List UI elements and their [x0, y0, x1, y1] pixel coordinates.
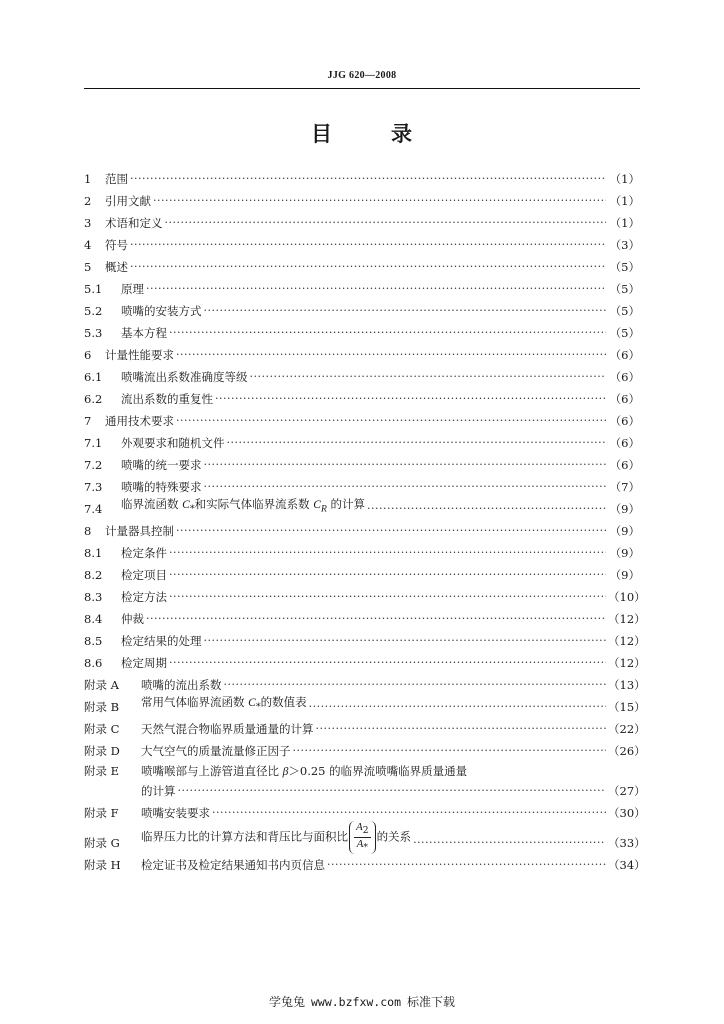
toc-page: （12）: [608, 634, 646, 648]
toc-entry-8-6[interactable]: [84, 652, 646, 674]
toc-title: 符号: [105, 238, 128, 252]
toc-title: 喷嘴的流出系数: [141, 678, 222, 692]
toc-title: 范围: [105, 172, 128, 186]
toc-title-part: 临界压力比的计算方法和背压比与面积比: [141, 829, 348, 844]
toc-page: （7）: [609, 480, 640, 494]
toc-page: （6）: [609, 436, 640, 450]
toc-title: 检定证书及检定结果通知书内页信息: [141, 858, 325, 872]
symbol-subscript: *: [189, 503, 195, 514]
toc-number: 附录 B: [84, 700, 120, 714]
toc-page: （9）: [609, 502, 640, 516]
toc-entry-8-4[interactable]: [84, 608, 646, 630]
toc-number: 6.2: [84, 392, 103, 406]
table-of-contents: [84, 168, 646, 876]
toc-number: 8.1: [84, 546, 103, 560]
denominator-symbol: A: [356, 837, 364, 850]
toc-leader: [169, 652, 606, 674]
toc-entry-1[interactable]: [84, 168, 640, 190]
toc-leader: [169, 586, 606, 608]
toc-page: （9）: [609, 568, 640, 582]
toc-title: 仲裁: [121, 612, 144, 626]
toc-entry-3[interactable]: [84, 212, 640, 234]
toc-entry-7-2[interactable]: [84, 454, 640, 476]
toc-title: 喷嘴的特殊要求: [121, 480, 202, 494]
toc-page: （22）: [608, 722, 646, 736]
toc-title: [141, 762, 467, 780]
toc-page: （9）: [609, 546, 640, 560]
toc-page: （12）: [608, 656, 646, 670]
toc-title: 检定项目: [121, 568, 167, 582]
toc-title-part: 和实际气体临界流系数: [194, 496, 314, 511]
toc-number: 8.4: [84, 612, 103, 626]
toc-number: 8.6: [84, 656, 103, 670]
toc-title: 喷嘴安装要求: [141, 806, 210, 820]
toc-entry-6-2[interactable]: [84, 388, 640, 410]
toc-leader: [176, 520, 606, 542]
toc-title: [141, 691, 307, 718]
toc-number: 附录 D: [84, 744, 120, 758]
toc-number: 5: [84, 260, 92, 274]
toc-leader: [178, 780, 607, 802]
toc-leader: [316, 718, 607, 740]
toc-number: 6: [84, 348, 92, 362]
toc-page: （10）: [608, 590, 646, 604]
toc-leader: [293, 740, 607, 762]
toc-title: 概述: [105, 260, 128, 274]
toc-page: （33）: [608, 836, 646, 850]
toc-page: （13）: [608, 678, 646, 692]
toc-title: 天然气混合物临界质量通量的计算: [141, 722, 314, 736]
toc-leader: [204, 454, 607, 476]
toc-title: [121, 493, 365, 520]
toc-leader: [413, 832, 606, 854]
toc-title: 检定条件: [121, 546, 167, 560]
toc-number: 8: [84, 524, 92, 538]
toc-page: （5）: [609, 282, 640, 296]
toc-appendix-d[interactable]: [84, 740, 646, 762]
toc-number: 7: [84, 414, 92, 428]
toc-leader: [227, 432, 607, 454]
toc-page: （6）: [609, 392, 640, 406]
document-code-header: JJG 620—2008: [327, 70, 397, 81]
toc-leader: [130, 168, 606, 190]
toc-page: （6）: [609, 458, 640, 472]
toc-title: 术语和定义: [105, 216, 163, 230]
toc-page: （6）: [609, 414, 640, 428]
fraction-numerator: [354, 821, 371, 838]
toc-appendix-e[interactable]: [84, 762, 646, 802]
toc-entry-6-1[interactable]: [84, 366, 640, 388]
toc-page: （34）: [608, 858, 646, 872]
page-title: [84, 118, 640, 148]
toc-number: 8.5: [84, 634, 103, 648]
watermark-footer: [0, 993, 724, 1010]
toc-leader: [204, 630, 607, 652]
toc-title: 引用文献: [105, 194, 151, 208]
toc-page: （5）: [609, 260, 640, 274]
toc-leader: [130, 234, 606, 256]
toc-entry-8-1[interactable]: [84, 542, 640, 564]
fraction-denominator: [357, 838, 368, 854]
toc-appendix-h[interactable]: [84, 854, 646, 876]
toc-title: 外观要求和随机文件: [121, 436, 225, 450]
toc-page: （6）: [609, 348, 640, 362]
toc-number: 附录 E: [84, 764, 120, 778]
toc-title-part: 常用气体临界流函数: [141, 694, 249, 709]
toc-page: （9）: [609, 524, 640, 538]
toc-number: 5.2: [84, 304, 103, 318]
toc-number: 5.3: [84, 326, 103, 340]
toc-leader: [169, 322, 606, 344]
toc-title: 原理: [121, 282, 144, 296]
toc-appendix-e-line1: [84, 762, 640, 780]
numerator-subscript: 2: [362, 824, 369, 836]
toc-number: 7.3: [84, 480, 103, 494]
toc-entry-7[interactable]: [84, 410, 640, 432]
toc-number: 附录 F: [84, 806, 119, 820]
toc-title: 计量器具控制: [105, 524, 174, 538]
toc-leader: [367, 498, 606, 520]
toc-leader: [153, 190, 606, 212]
toc-number: 4: [84, 238, 92, 252]
toc-appendix-c[interactable]: [84, 718, 646, 740]
toc-leader: [146, 278, 606, 300]
toc-page: （26）: [608, 744, 646, 758]
toc-page: （6）: [609, 370, 640, 384]
denominator-subscript: *: [363, 842, 368, 853]
toc-title-part: 的计算: [326, 496, 365, 511]
toc-page: （1）: [609, 194, 640, 208]
toc-number: 附录 H: [84, 858, 121, 872]
toc-leader: [146, 608, 606, 630]
toc-leader: [250, 366, 607, 388]
toc-title-part: 的数值表: [260, 694, 307, 709]
title-char-right: 录: [391, 122, 413, 146]
toc-entry-2[interactable]: [84, 190, 640, 212]
toc-leader: [215, 388, 606, 410]
toc-page: （15）: [608, 700, 646, 714]
toc-leader: [130, 256, 606, 278]
toc-title-continued: 的计算: [141, 784, 176, 798]
symbol-subscript: R: [320, 503, 327, 514]
footer-tagline: 标准下载: [407, 995, 456, 1009]
footer-url-link[interactable]: www.bzfxw.com: [310, 995, 401, 1009]
toc-entry-8-5[interactable]: [84, 630, 646, 652]
toc-title-part: 喷嘴喉部与上游管道直径比: [141, 764, 283, 778]
toc-title: 基本方程: [121, 326, 167, 340]
toc-title: 检定方法: [121, 590, 167, 604]
toc-entry-7-4[interactable]: [84, 498, 640, 520]
toc-number: 附录 G: [84, 836, 120, 850]
symbol-c: C: [182, 498, 190, 511]
toc-leader: [165, 212, 607, 234]
toc-number: 3: [84, 216, 92, 230]
toc-number: 7.2: [84, 458, 103, 472]
footer-site-name: 学兔兔: [268, 995, 305, 1009]
toc-number: 8.3: [84, 590, 103, 604]
toc-page: （1）: [609, 216, 640, 230]
toc-entry-5[interactable]: [84, 256, 640, 278]
toc-title: 大气空气的质量流量修正因子: [141, 744, 291, 758]
toc-page: （5）: [609, 326, 640, 340]
toc-appendix-g[interactable]: [84, 820, 646, 854]
numerator-symbol: A: [356, 820, 363, 833]
toc-number: 1: [84, 172, 92, 186]
toc-page: （3）: [609, 238, 640, 252]
toc-entry-5-2[interactable]: [84, 300, 640, 322]
toc-number: 7.1: [84, 436, 103, 450]
toc-appendix-e-line2: [84, 780, 646, 802]
toc-title: 喷嘴流出系数准确度等级: [121, 370, 248, 384]
toc-title: 检定周期: [121, 656, 167, 670]
symbol-c: C: [313, 498, 321, 511]
toc-entry-8-3[interactable]: [84, 586, 646, 608]
toc-number: 8.2: [84, 568, 103, 582]
toc-page: （1）: [609, 172, 640, 186]
toc-leader: [176, 410, 606, 432]
toc-title: 计量性能要求: [105, 348, 174, 362]
toc-title: 通用技术要求: [105, 414, 174, 428]
toc-leader: [309, 696, 606, 718]
toc-title: [141, 821, 411, 854]
toc-entry-6[interactable]: [84, 344, 640, 366]
toc-leader: [176, 344, 606, 366]
toc-entry-8-2[interactable]: [84, 564, 640, 586]
toc-number: 附录 A: [84, 678, 119, 692]
area-ratio-fraction: [349, 821, 376, 854]
toc-title: 喷嘴的安装方式: [121, 304, 202, 318]
toc-title-part: ＞0.25 的临界流喷嘴临界质量通量: [288, 764, 468, 778]
toc-title-part: 临界流函数: [121, 496, 183, 511]
toc-leader: [169, 564, 606, 586]
toc-entry-5-3[interactable]: [84, 322, 640, 344]
toc-page: （30）: [608, 806, 646, 820]
toc-leader: [327, 854, 606, 876]
toc-title: 流出系数的重复性: [121, 392, 213, 406]
toc-title: 喷嘴的统一要求: [121, 458, 202, 472]
toc-number: 6.1: [84, 370, 103, 384]
toc-number: 2: [84, 194, 92, 208]
symbol-c: C: [248, 696, 256, 709]
toc-number: 7.4: [84, 502, 103, 516]
toc-entry-8[interactable]: [84, 520, 640, 542]
toc-entry-5-1[interactable]: [84, 278, 640, 300]
header-rule: [84, 88, 640, 89]
toc-title: 检定结果的处理: [121, 634, 202, 648]
toc-appendix-b[interactable]: [84, 694, 646, 718]
toc-leader: [204, 300, 607, 322]
toc-number-spacer: [84, 780, 141, 802]
toc-number: 5.1: [84, 282, 103, 296]
toc-number: 附录 C: [84, 722, 120, 736]
toc-title-part: 的关系: [376, 829, 412, 844]
toc-page: （5）: [609, 304, 640, 318]
symbol-beta: β: [282, 766, 289, 778]
toc-entry-7-1[interactable]: [84, 432, 640, 454]
toc-leader: [169, 542, 606, 564]
toc-entry-4[interactable]: [84, 234, 640, 256]
title-char-left: 目: [311, 122, 333, 146]
toc-page: （12）: [608, 612, 646, 626]
toc-page: （27）: [608, 784, 646, 798]
symbol-subscript: *: [255, 701, 261, 712]
